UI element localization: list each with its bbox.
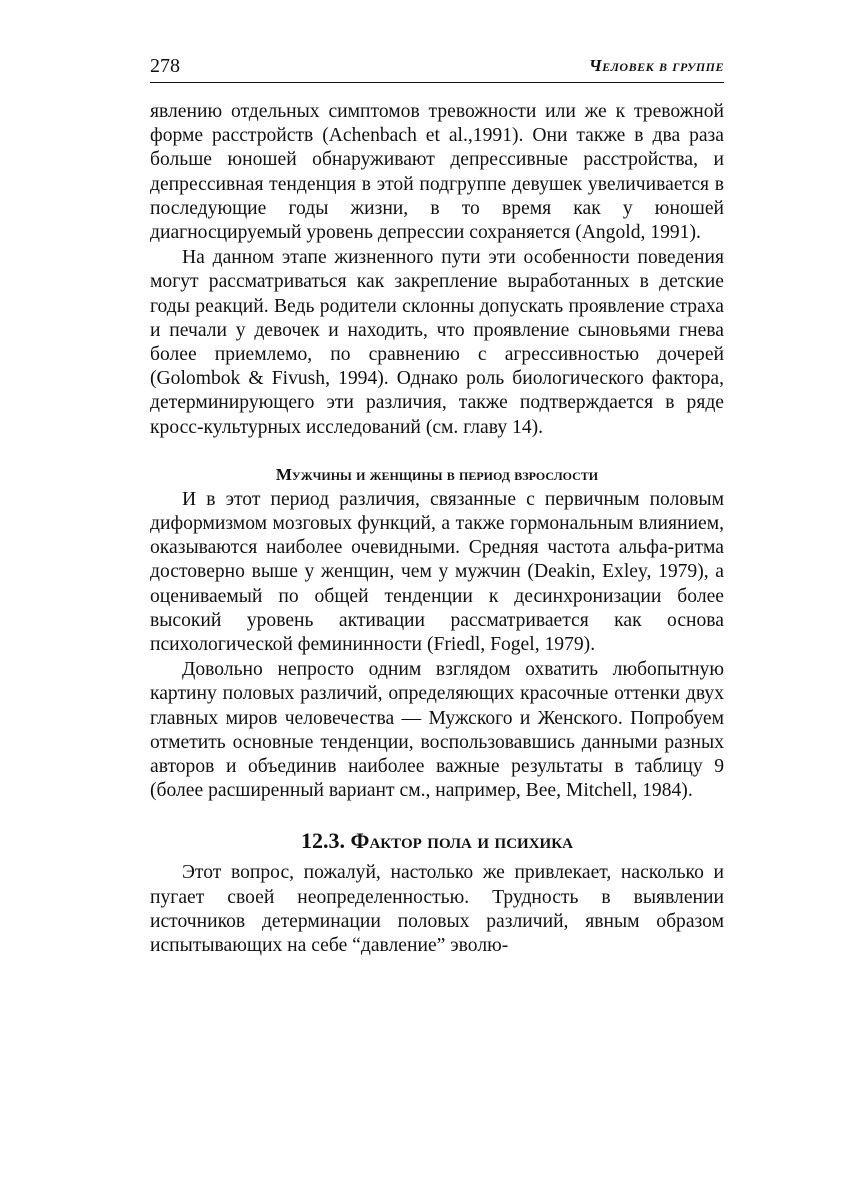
subheading-adulthood: Мужчины и женщины в период взрослости — [275, 464, 599, 484]
page-number: 278 — [150, 55, 180, 77]
paragraph-2: На данном этапе жизненного пути эти особенности поведения могут рассматриваться как закрепление выработанных в детские годы реакций. Ведь родители склонны допускать проявление страха и печали у девочек и находить, что проявление сыновьями гнева более приемлемо, по сравнению с агрессивностью дочерей (Golombok & Fivush, 1994). Однако роль биологического фактора, детерминирующего эти различия, также подтверждается в ряде кросс-культурных исследований (см. главу 14). — [150, 247, 724, 438]
running-head: Человек в группе — [588, 56, 724, 75]
page-body — [150, 100, 724, 958]
section-heading-12-3: 12.3. Фактор пола и психика — [301, 828, 573, 854]
paragraph-1: явлению отдельных симптомов тревожности или же к тревожной форме расстройств (Achenbach et al.,1991). Они также в два раза больше юношей обнаруживают депрессивные расстройства, и депрессивная тенденция в этой подгруппе девушек увеличивается в последующие годы жизни, в то время как у юношей диагносцируемый уровень депрессии сохраняется (Angold, 1991). — [150, 101, 724, 244]
page-header — [150, 54, 724, 83]
paragraph-5: Этот вопрос, пожалуй, настолько же привлекает, насколько и пугает своей неопределенностью. Трудность в выявлении источников детерминации половых различий, явным образом испытывающих на себе “давление” эволю- — [150, 862, 724, 957]
paragraph-3: И в этот период различия, связанные с первичным половым диформизмом мозговых функций, а также гормональным влиянием, оказываются наиболее очевидными. Средняя частота альфа-ритма достоверно выше у женщин, чем у мужчин (Deakin, Exley, 1979), а оцениваемый по общей тенденции к десинхронизации более высокий уровень активации рассматривается как основа психологической фемининности (Friedl, Fogel, 1979). — [150, 488, 724, 656]
paragraph-4: Довольно непросто одним взглядом охватить любопытную картину половых различий, определяющих красочные оттенки двух главных миров человечества — Мужского и Женского. Попробуем отметить основные тенденции, воспользовавшись данными разных авторов и объединив наиболее важные результаты в таблицу 9 (более расширенный вариант см., например, Bee, Mitchell, 1984). — [150, 659, 724, 802]
